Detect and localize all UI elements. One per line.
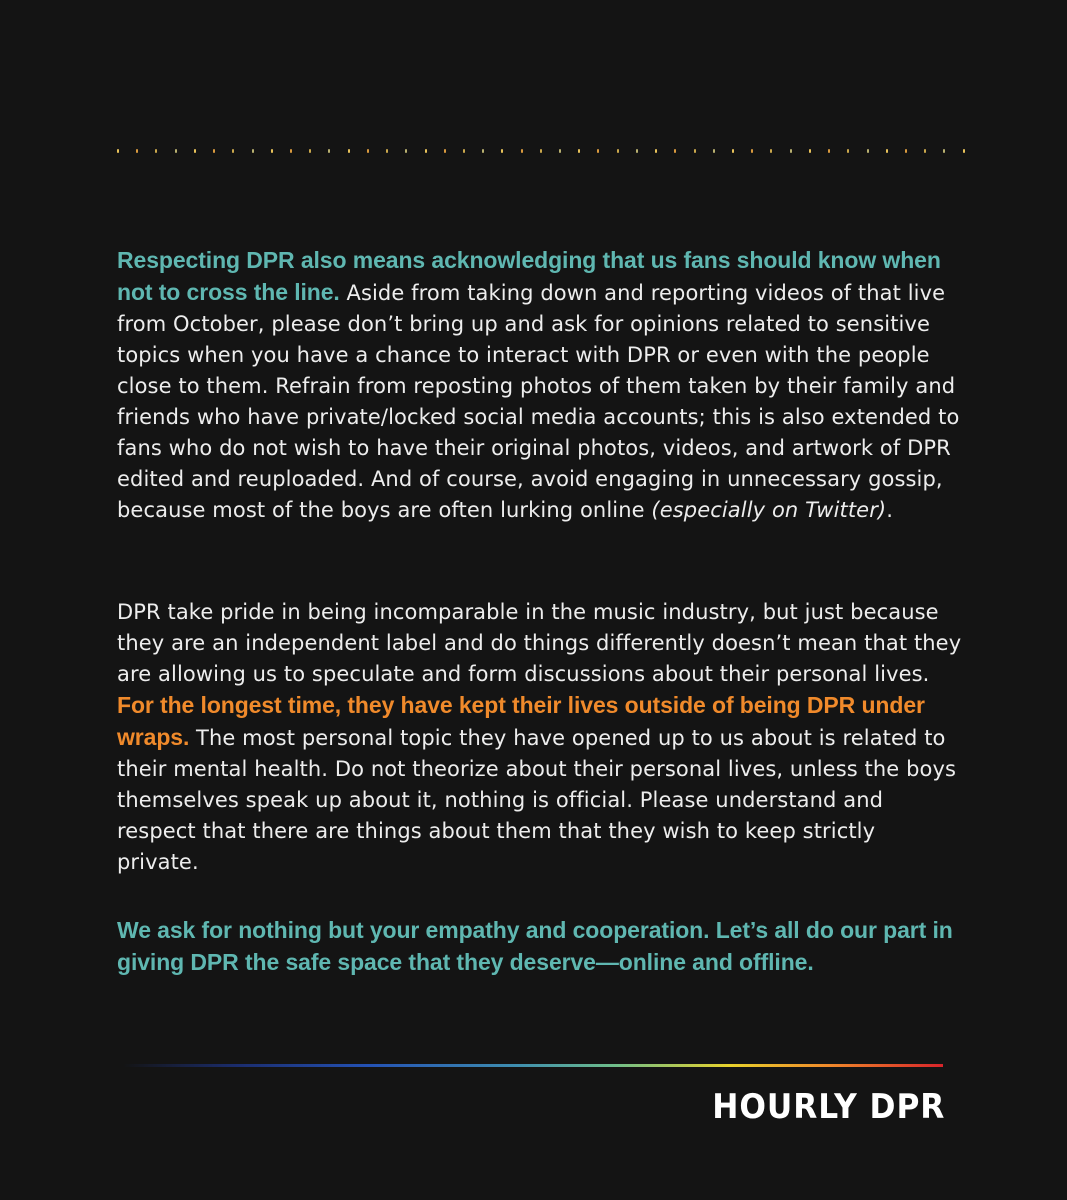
divider-dot <box>463 149 465 153</box>
divider-dot <box>271 149 273 153</box>
divider-dot <box>175 149 177 153</box>
divider-dot <box>328 149 330 153</box>
divider-dot <box>732 149 734 153</box>
orange-highlight: For the longest time, they have kept their lives outside of being DPR under wraps. <box>117 692 925 750</box>
divider-dot <box>694 149 696 153</box>
divider-dot <box>674 149 676 153</box>
divider-dot <box>348 149 350 153</box>
divider-dot <box>636 149 638 153</box>
divider-dot <box>751 149 753 153</box>
divider-dot <box>943 149 945 153</box>
divider-dot <box>309 149 311 153</box>
divider-dot <box>252 149 254 153</box>
divider-dot <box>809 149 811 153</box>
brand-logo-text: HOURLY DPR <box>711 1087 945 1127</box>
divider-dot <box>367 149 369 153</box>
teal-highlight-2: We ask for nothing but your empathy and cooperation. Let’s all do our part in giving DPR the safe space that they deserve—online and offline. <box>117 917 953 975</box>
divider-dot <box>578 149 580 153</box>
divider-dot <box>136 149 138 153</box>
paragraph-2-text-after: The most personal topic they have opened up to us about is related to their mental health. Do not theorize about their personal lives, unless the boys themselves speak up about it, nothing is official. Please understand and respect that there are things about them that they wish to keep strictly private. <box>117 726 957 874</box>
divider-dot <box>867 149 869 153</box>
paragraph-1-text: Aside from taking down and reporting videos of that live from October, please don’t bring up and ask for opinions related to sensitive topics when you have a chance to interact with DPR or even with the people close to them. Refrain from reposting photos of them taken by their family and friends who have private/locked social media accounts; this is also extended to fans who do not wish to have their original photos, videos, and artwork of DPR edited and reuploaded. And of course, avoid engaging in unnecessary gossip, because most of the boys are often lurking online <box>117 281 960 522</box>
divider-dot <box>405 149 407 153</box>
divider-dot <box>790 149 792 153</box>
divider-dot <box>828 149 830 153</box>
divider-dot <box>444 149 446 153</box>
divider-dot <box>886 149 888 153</box>
divider-dot <box>713 149 715 153</box>
divider-dot <box>290 149 292 153</box>
divider-dot <box>924 149 926 153</box>
gradient-divider <box>123 1064 943 1067</box>
divider-dot <box>847 149 849 153</box>
divider-dot <box>905 149 907 153</box>
divider-dot <box>194 149 196 153</box>
divider-dot <box>963 149 965 153</box>
divider-dot <box>213 149 215 153</box>
divider-dot <box>521 149 523 153</box>
paragraph-2-text-before: DPR take pride in being incomparable in the music industry, but just because they are an independent label and do things differently doesn’t mean that they are allowing us to speculate and form discussions about their personal lives. <box>117 600 962 686</box>
paragraph-privacy <box>117 597 962 878</box>
divider-dot <box>540 149 542 153</box>
divider-dot <box>482 149 484 153</box>
divider-dot <box>386 149 388 153</box>
teal-highlight-1: Respecting DPR also means acknowledging that us fans should know when not to cross the line. <box>117 247 941 305</box>
divider-dot <box>155 149 157 153</box>
paragraph-respect <box>117 245 962 526</box>
paragraph-closing <box>117 915 962 979</box>
divider-dot <box>559 149 561 153</box>
divider-dot <box>117 149 119 153</box>
divider-dot <box>232 149 234 153</box>
dotted-divider <box>117 148 965 154</box>
paragraph-1-italic: (especially on Twitter) <box>651 498 887 522</box>
divider-dot <box>617 149 619 153</box>
divider-dot <box>597 149 599 153</box>
paragraph-1-end: . <box>886 498 893 522</box>
divider-dot <box>425 149 427 153</box>
divider-dot <box>501 149 503 153</box>
divider-dot <box>655 149 657 153</box>
divider-dot <box>770 149 772 153</box>
